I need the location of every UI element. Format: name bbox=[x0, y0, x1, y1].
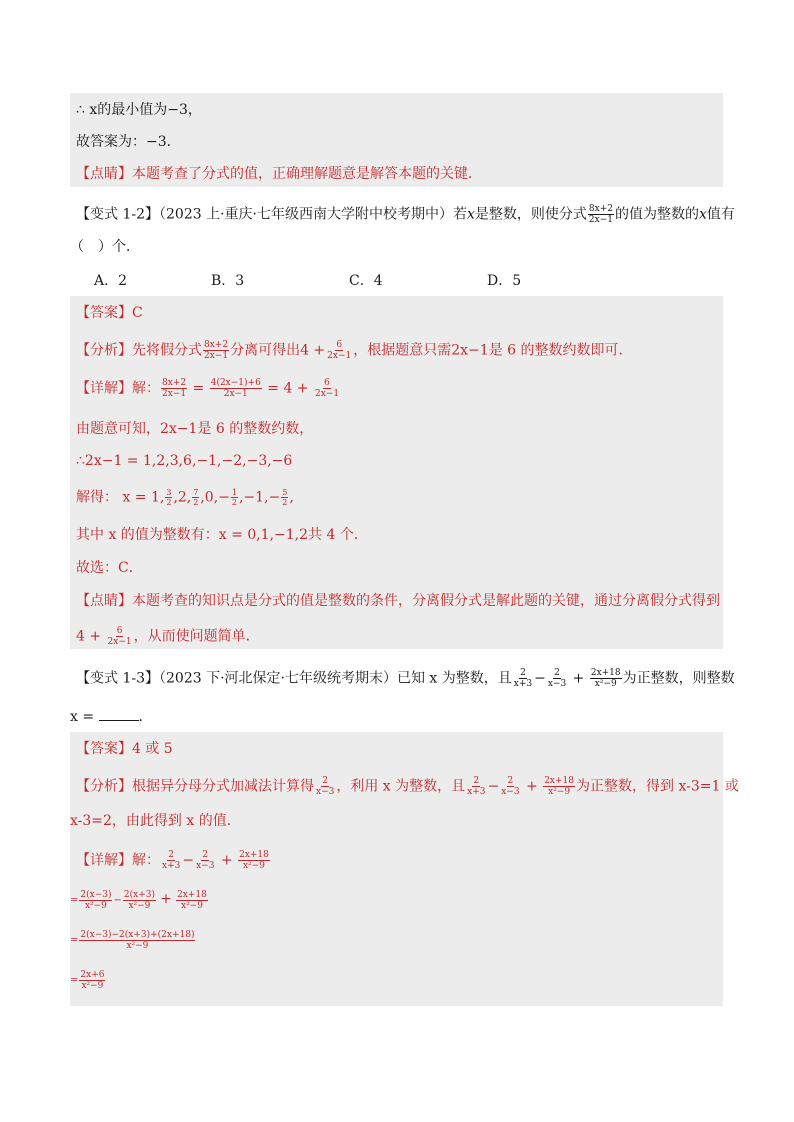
fraction: $\frac{2(x+3)}{\text{x²−9}}$ bbox=[123, 890, 155, 911]
detail-step: 其中 x 的值为整数有：x = 0,1,−1,2共 4 个． bbox=[76, 527, 368, 543]
answer-blank[interactable] bbox=[99, 708, 139, 721]
dianjing-line: 【点睛】本题考查的知识点是分式的值是整数的条件，分离假分式是解此题的关键，通过分离假分式得到 bbox=[76, 593, 720, 609]
text-line: 故答案为：−3． bbox=[76, 134, 181, 150]
fraction: $\frac{8x+2}{2x-1}$ bbox=[162, 378, 187, 399]
fraction: $\frac{1}{2}$ bbox=[231, 488, 237, 507]
stem-var: x bbox=[698, 206, 707, 223]
fraction: $\frac{2x+18}{\text{x²−9}}$ bbox=[590, 668, 621, 689]
detail-step: 由题意可知，2x−1是 6 的整数约数， bbox=[76, 421, 314, 437]
question-source: （2023 下·河北保定·七年级统考期末） bbox=[159, 670, 397, 687]
analysis-line: 【分析】根据异分母分式加减法计算得 $\frac{2}{x-3}$ ，利用 x 为整数，且 $\frac{2}{x+3}$ − $\frac{2}{x-3}$ + $\frac{2x+18}{\text{x²−9}}$ 为正整数，得到 x-3=1 或 bbox=[76, 776, 739, 797]
fraction: $\frac{2}{x-3}$ bbox=[501, 776, 520, 797]
detail-step: = $\frac{2(x-3)}{\text{x²−9}}$ − $\frac{2(x+3)}{\text{x²−9}}$ + $\frac{2x+18}{\text{x²−9}}$ bbox=[70, 890, 207, 911]
fraction: $\frac{2x+6}{\text{x²−9}}$ bbox=[80, 970, 105, 991]
detail-tag: 【详解】 bbox=[76, 852, 132, 869]
analysis-line: 【分析】先将假分式 $\frac{8x+2}{2x-1}$ 分离可得出4 + $\frac{6}{2x-1}$ ，根据题意只需2x−1是 6 的整数约数即可． bbox=[76, 340, 633, 361]
question-1-3-line2: x = ． bbox=[70, 709, 153, 725]
option-c: C．4 bbox=[349, 273, 383, 289]
fraction: $\frac{2}{x-3}$ bbox=[547, 668, 567, 689]
fraction: $\frac{3}{2}$ bbox=[166, 488, 172, 507]
detail-step: ∴2x−1 = 1,2,3,6,−1,−2,−3,−6 bbox=[76, 453, 293, 469]
fraction: $\frac{8x+2}{2x-1}$ bbox=[588, 204, 613, 225]
solution-box-1 bbox=[70, 93, 723, 187]
detail-step: = $\frac{2x+6}{\text{x²−9}}$ bbox=[70, 970, 105, 991]
stem-text: 值有 bbox=[706, 206, 735, 223]
question-source: （2023 上·重庆·七年级西南大学附中校考期中） bbox=[159, 206, 453, 223]
option-b: B．3 bbox=[211, 273, 245, 289]
fraction: $\frac{6}{2x-1}$ bbox=[327, 340, 352, 361]
analysis-tag: 【分析】 bbox=[76, 778, 132, 795]
stem-text: 若 bbox=[452, 206, 467, 223]
detail-step: 解得： x = 1, $\frac{3}{2}$ ,2, $\frac{7}{2}$ ,0,− $\frac{1}{2}$ ,−1,− $\frac{5}{2}$ , bbox=[76, 488, 294, 507]
option-d: D．5 bbox=[487, 273, 522, 289]
fraction: $\frac{2}{x-3}$ bbox=[316, 776, 335, 797]
detail-line: 【详解】解： $\frac{2}{x+3}$ − $\frac{2}{x-3}$ + $\frac{2x+18}{\text{x²−9}}$ bbox=[76, 850, 269, 871]
solution-box-2 bbox=[70, 296, 723, 649]
fraction: $\frac{2}{x-3}$ bbox=[196, 850, 215, 871]
question-tag: 【变式 1-3】 bbox=[76, 670, 159, 687]
stem-var: x bbox=[466, 206, 475, 223]
fraction: $\frac{6}{2x-1}$ bbox=[107, 626, 132, 647]
fraction: $\frac{6}{2x-1}$ bbox=[315, 378, 340, 399]
answer-value: 4 或 5 bbox=[132, 741, 173, 757]
detail-line: 【详解】解： $\frac{8x+2}{2x-1}$ = $\frac{4(2x-1)+6}{2x-1}$ = 4 + $\frac{6}{2x-1}$ bbox=[76, 378, 340, 399]
fraction: $\frac{2(x-3)}{\text{x²−9}}$ bbox=[80, 890, 112, 911]
fraction: $\frac{2x+18}{\text{x²−9}}$ bbox=[544, 776, 574, 797]
question-1-2-stem bbox=[76, 204, 735, 225]
fraction: $\frac{2}{x+3}$ bbox=[162, 850, 181, 871]
answer-value: C bbox=[132, 305, 143, 321]
fraction: $\frac{5}{2}$ bbox=[282, 488, 288, 507]
fraction: $\frac{4(2x-1)+6}{2x-1}$ bbox=[210, 378, 261, 399]
answer-tag: 【答案】 bbox=[76, 741, 132, 757]
question-1-3-stem: 【变式 1-3】（2023 下·河北保定·七年级统考期末）已知 x 为整数，且 $\frac{2}{x+3}$ − $\frac{2}{x-3}$ + $\frac{2x+18}{\text{x²−9}}$ 为正整数，则整数 bbox=[76, 668, 735, 689]
dianjing-tag: 【点睛】 bbox=[76, 166, 132, 182]
solution-box-3 bbox=[70, 732, 739, 1006]
analysis-line-2: x-3=2，由此得到 x 的值． bbox=[70, 813, 241, 829]
stem-text: 是整数，则使分式 bbox=[474, 206, 587, 223]
option-a: A．2 bbox=[94, 273, 128, 289]
answer-tag: 【答案】 bbox=[76, 305, 132, 321]
dianjing-line bbox=[76, 165, 482, 183]
dianjing-tag: 【点睛】 bbox=[76, 593, 132, 609]
fraction: $\frac{2}{x+3}$ bbox=[467, 776, 486, 797]
analysis-tag: 【分析】 bbox=[76, 342, 132, 359]
question-1-2-stem-line2: （ ）个． bbox=[70, 239, 140, 255]
fraction: $\frac{8x+2}{2x-1}$ bbox=[204, 340, 229, 361]
fraction: $\frac{7}{2}$ bbox=[193, 488, 199, 507]
fraction: $\frac{2(x-3)-2(x+3)+(2x+18)}{\text{x²−9}}$ bbox=[80, 930, 195, 951]
stem-text: 的值为整数的 bbox=[614, 206, 699, 223]
detail-step: 故选：C． bbox=[76, 560, 143, 576]
question-tag: 【变式 1-2】 bbox=[76, 206, 159, 223]
fraction: $\frac{2x+18}{\text{x²−9}}$ bbox=[177, 890, 207, 911]
detail-tag: 【详解】 bbox=[76, 380, 132, 397]
detail-step: = $\frac{2(x-3)-2(x+3)+(2x+18)}{\text{x²−9}}$ bbox=[70, 930, 195, 951]
answer-line bbox=[76, 740, 173, 758]
fraction: $\frac{2}{x+3}$ bbox=[513, 668, 533, 689]
dianjing-line-2: 4 + $\frac{6}{2x-1}$ ，从而使问题简单． bbox=[76, 626, 260, 647]
text-line: ∴ x的最小值为−3， bbox=[76, 102, 202, 118]
fraction: $\frac{2x+18}{\text{x²−9}}$ bbox=[239, 850, 269, 871]
dianjing-text: 本题考查了分式的值，正确理解题意是解答本题的关键． bbox=[132, 166, 482, 182]
answer-line bbox=[76, 304, 143, 322]
